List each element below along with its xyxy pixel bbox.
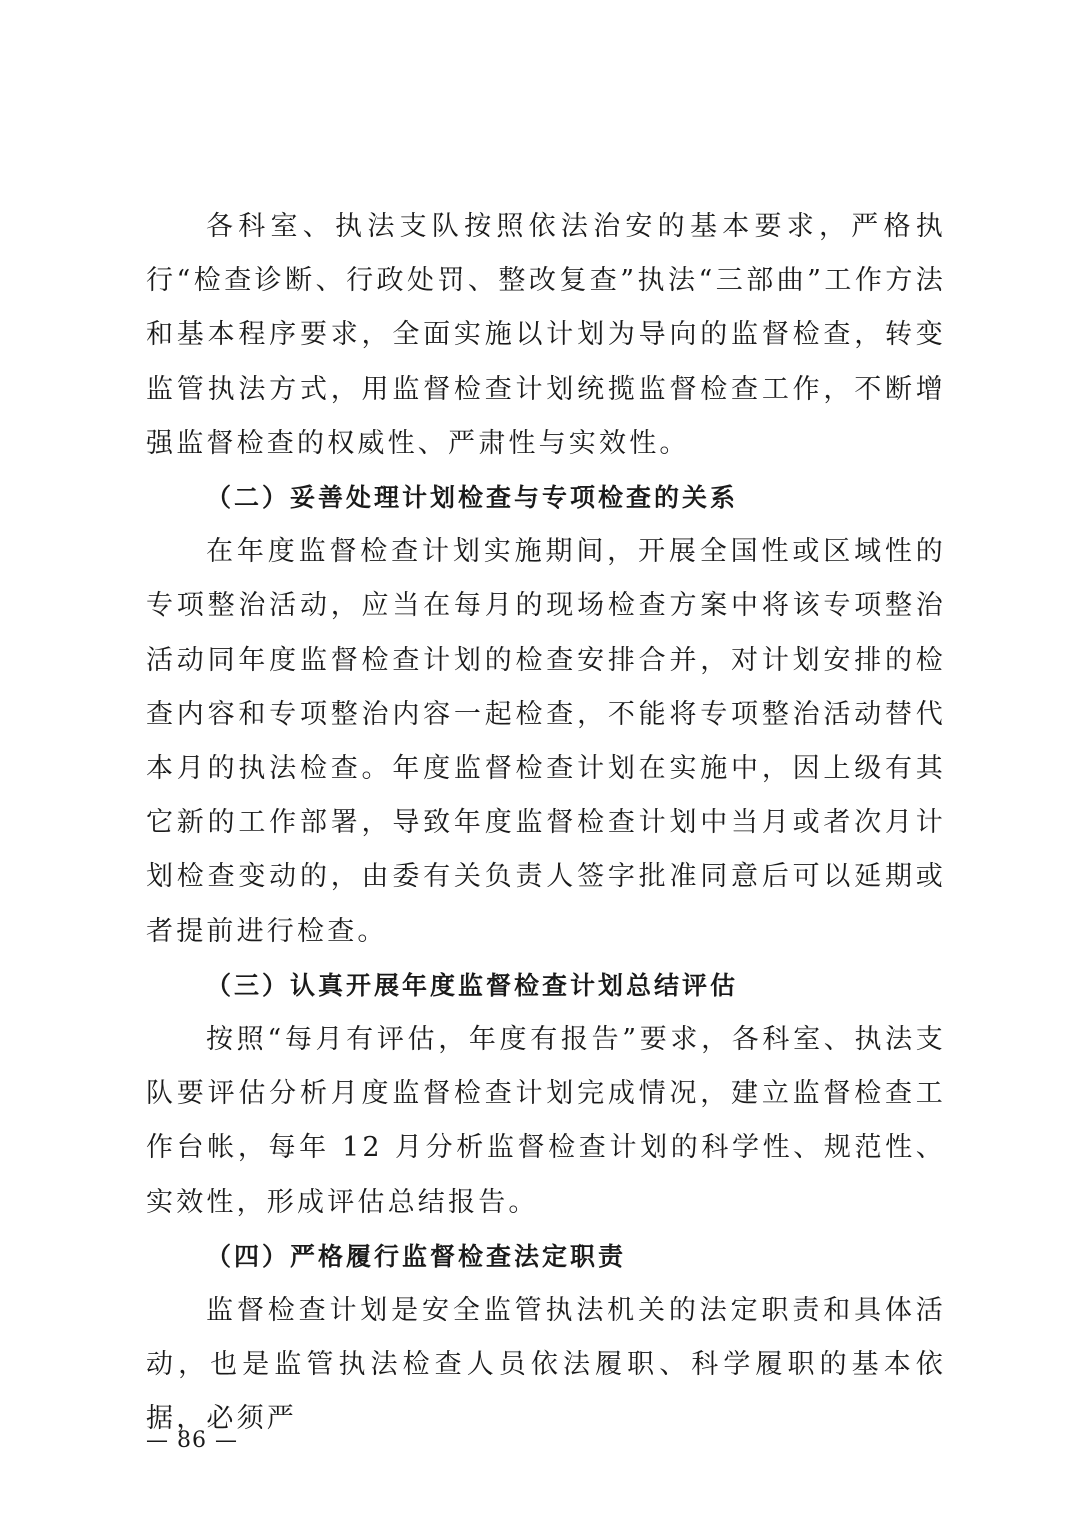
paragraph-intro: 各科室、执法支队按照依法治安的基本要求，严格执行“检查诊断、行政处罚、整改复查”执法“三部曲”工作方法和基本程序要求，全面实施以计划为导向的监督检查，转变监管执法方式，用监督检查计划统揽监督检查工作，不断增强监督检查的权威性、严肃性与实效性。 (146, 211, 946, 459)
page-number: — 86 — (146, 1428, 238, 1453)
paragraph-section-2: 在年度监督检查计划实施期间，开展全国性或区域性的专项整治活动，应当在每月的现场检查方案中将该专项整治活动同年度监督检查计划的检查安排合并，对计划安排的检查内容和专项整治内容一起检查，不能将专项整治活动替代本月的执法检查。年度监督检查计划在实施中，因上级有其它新的工作部署，导致年度监督检查计划中当月或者次月计划检查变动的，由委有关负责人签字批准同意后可以延期或者提前进行检查。 (146, 536, 946, 947)
paragraph-section-4: 监督检查计划是安全监管执法机关的法定职责和具体活动，也是监管执法检查人员依法履职、科学履职的基本依据，必须严 (146, 1295, 946, 1435)
document-body (146, 200, 946, 1447)
paragraph-section-3: 按照“每月有评估，年度有报告”要求，各科室、执法支队要评估分析月度监督检查计划完成情况，建立监督检查工作台帐，每年 12 月分析监督检查计划的科学性、规范性、实效性，形成评估总结报告。 (146, 1024, 946, 1218)
section-heading-4: （四）严格履行监督检查法定职责 (206, 1241, 627, 1271)
section-heading-2: （二）妥善处理计划检查与专项检查的关系 (206, 483, 739, 513)
section-heading-3: （三）认真开展年度监督检查计划总结评估 (206, 970, 739, 1000)
